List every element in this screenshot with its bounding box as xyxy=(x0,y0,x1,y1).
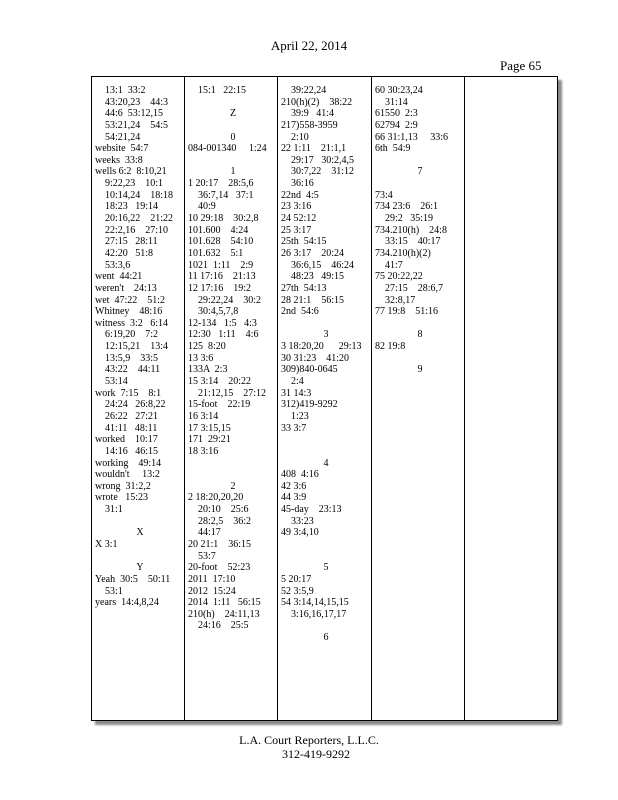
index-entry-line: 52 3:5,9 xyxy=(281,585,314,597)
index-entry-line: 2011 17:10 xyxy=(188,573,236,585)
index-entry-line xyxy=(188,120,278,132)
index-section-letter: 4 xyxy=(323,457,329,469)
index-entry-line: 73:4 xyxy=(375,189,393,201)
index-entry-line: 217)558-3959 xyxy=(281,119,338,131)
index-entry-line: 20-foot 52:23 xyxy=(188,562,251,574)
index-entry-line: 408 4:16 xyxy=(281,469,319,481)
index-entry-line xyxy=(95,516,185,528)
index-entry-line: 10 29:18 30:2,8 xyxy=(188,213,259,225)
index-section-letter: Z xyxy=(229,108,237,120)
index-entry-line: 26 3:17 20:24 xyxy=(281,247,345,259)
index-entry-line xyxy=(281,446,371,458)
index-entry-line xyxy=(188,469,278,481)
index-entry-line: 22:2,16 27:10 xyxy=(95,224,169,236)
index-entry-line: 2 18:20,20,20 xyxy=(188,492,244,504)
index-section-letter: 8 xyxy=(417,329,423,341)
index-entry-line: 41:11 48:11 xyxy=(95,422,158,434)
index-entry-line: 6th 54:9 xyxy=(375,143,411,155)
index-entry-line xyxy=(375,155,465,167)
index-entry-line: 27th 54:13 xyxy=(281,282,327,294)
index-entry-line: 77 19:8 51:16 xyxy=(375,306,439,318)
index-entry-line: Yeah 30:5 50:11 xyxy=(95,573,171,585)
index-entry-line: 16 3:14 xyxy=(188,410,219,422)
index-entry-line: 312)419-9292 xyxy=(281,399,338,411)
index-entry-line: 125 8:20 xyxy=(188,341,226,353)
index-entry-line: Whitney 48:16 xyxy=(95,306,163,318)
index-entry-line: 25th 54:15 xyxy=(281,236,327,248)
index-entry-line: 33 3:7 xyxy=(281,422,307,434)
index-entry-line: 33:15 40:17 xyxy=(375,236,441,248)
index-entry-line: 45-day 23:13 xyxy=(281,504,342,516)
index-entry-line: 2:10 xyxy=(281,131,309,143)
index-entry-line: 41:7 xyxy=(375,259,403,271)
index-entry-line: wrote 15:23 xyxy=(95,492,149,504)
index-entry-line xyxy=(281,434,371,446)
index-entry-line: 12-134 1:5 4:3 xyxy=(188,317,257,329)
index-entry-line xyxy=(95,551,185,563)
index-entry-line xyxy=(188,458,278,470)
index-entry-line xyxy=(188,155,278,167)
index-entry-line: 54 3:14,14,15,15 xyxy=(281,597,349,609)
index-entry-line: 44:17 xyxy=(188,527,221,539)
index-entry-line: 9:22,23 10:1 xyxy=(95,178,164,190)
index-entry-line: 31:14 xyxy=(375,96,408,108)
index-section-letter: 1 xyxy=(230,166,236,178)
index-entry-line: 53:1 xyxy=(95,585,123,597)
index-entry-line: 44:6 53:12,15 xyxy=(95,108,164,120)
index-entry-line: 10:14,24 18:18 xyxy=(95,189,174,201)
index-entry-line xyxy=(281,620,371,632)
index-entry-line: 084-001340 1:24 xyxy=(188,143,267,155)
index-entry-line: working 49:14 xyxy=(95,457,162,469)
index-entry-line: 42:20 51:8 xyxy=(95,247,154,259)
index-column-4 xyxy=(375,85,465,376)
index-column-1 xyxy=(95,85,185,609)
index-entry-line: wouldn't 13:2 xyxy=(95,469,160,481)
index-section-letter: X xyxy=(136,527,144,539)
index-entry-line: wrong 31:2,2 xyxy=(95,480,151,492)
index-entry-line: wet 47:22 51:2 xyxy=(95,294,165,306)
index-section-letter: 9 xyxy=(417,364,423,376)
index-entry-line: 23 3:16 xyxy=(281,201,312,213)
index-entry-line: 29:22,24 30:2 xyxy=(188,294,262,306)
index-entry-line: 12 17:16 19:2 xyxy=(188,282,252,294)
index-entry-line: 39:22,24 xyxy=(281,85,327,96)
index-column-2 xyxy=(188,85,278,632)
index-entry-line: X 3:1 xyxy=(95,538,118,550)
page-date: April 22, 2014 xyxy=(270,38,348,53)
index-entry-line: 82 19:8 xyxy=(375,341,406,353)
index-entry-line xyxy=(375,318,465,330)
index-entry-line xyxy=(281,318,371,330)
index-entry-line: 25 3:17 xyxy=(281,224,312,236)
index-entry-line: 14:16 46:15 xyxy=(95,445,159,457)
index-section-letter: 2 xyxy=(230,480,236,492)
index-entry-line: 29:2 35:19 xyxy=(375,213,434,225)
index-entry-line: 30 31:23 41:20 xyxy=(281,352,350,364)
index-entry-line: 1021 1:11 2:9 xyxy=(188,259,254,271)
index-entry-line: 12:15,21 13:4 xyxy=(95,341,169,353)
index-entry-line: 5 20:17 xyxy=(281,573,312,585)
index-entry-line: 20:16,22 21:22 xyxy=(95,213,174,225)
index-box xyxy=(91,76,558,721)
index-entry-line: worked 10:17 xyxy=(95,434,158,446)
index-entry-line: 3:16,16,17,17 xyxy=(281,608,347,620)
index-entry-line: 734 23:6 26:1 xyxy=(375,201,439,213)
index-entry-line: 18 3:16 xyxy=(188,445,219,457)
column-divider xyxy=(371,77,372,720)
index-entry-line: 54:21,24 xyxy=(95,131,141,143)
index-entry-line: 1:23 xyxy=(281,410,309,422)
index-entry-line: 6:19,20 7:2 xyxy=(95,329,159,341)
index-entry-line: weren't 24:13 xyxy=(95,282,157,294)
index-entry-line: 15 3:14 20:22 xyxy=(188,376,252,388)
index-entry-line: 3 18:20,20 29:13 xyxy=(281,341,362,353)
index-entry-line: 13:1 33:2 xyxy=(95,85,146,96)
index-entry-line: 22 1:11 21:1,1 xyxy=(281,143,347,155)
index-entry-line: 53:14 xyxy=(95,376,128,388)
index-entry-line: 133A 2:3 xyxy=(188,364,228,376)
index-entry-line: 101.600 4:24 xyxy=(188,224,249,236)
index-entry-line: 27:15 28:11 xyxy=(95,236,158,248)
index-section-letter: 7 xyxy=(417,166,423,178)
index-entry-line: 15-foot 22:19 xyxy=(188,399,251,411)
index-entry-line: 18:23 19:14 xyxy=(95,201,159,213)
index-entry-line: 20 21:1 36:15 xyxy=(188,538,252,550)
index-entry-line: 1 20:17 28:5,6 xyxy=(188,178,254,190)
index-entry-line: went 44:21 xyxy=(95,271,143,283)
index-entry-line: 210(h)(2) 38:22 xyxy=(281,96,353,108)
index-section-letter: 0 xyxy=(230,131,236,143)
index-entry-line: 22nd 4:5 xyxy=(281,189,319,201)
index-entry-line: 24:24 26:8,22 xyxy=(95,399,166,411)
index-section-letter: 5 xyxy=(323,562,329,574)
index-entry-line: 734.210(h) 24:8 xyxy=(375,224,447,236)
index-entry-line: 32:8,17 xyxy=(375,294,416,306)
index-entry-line: 21:12,15 27:12 xyxy=(188,387,267,399)
index-entry-line: 101.632 5:1 xyxy=(188,247,244,259)
index-section-letter: 3 xyxy=(323,329,329,341)
index-entry-line: 29:17 30:2,4,5 xyxy=(281,154,355,166)
index-entry-line: 27:15 28:6,7 xyxy=(375,282,444,294)
index-entry-line: 309)840-0645 xyxy=(281,364,338,376)
index-entry-line: 2014 1:11 56:15 xyxy=(188,597,261,609)
index-entry-line: 48:23 49:15 xyxy=(281,271,345,283)
index-entry-line: 33:23 xyxy=(281,515,314,527)
index-entry-line: 13:5,9 33:5 xyxy=(95,352,159,364)
index-entry-line: 53:21,24 54:5 xyxy=(95,119,169,131)
index-entry-line: 61550 2:3 xyxy=(375,108,418,120)
index-entry-line: 12:30 1:11 4:6 xyxy=(188,329,259,341)
index-entry-line: years 14:4,8,24 xyxy=(95,597,159,609)
footer-company: L.A. Court Reporters, L.L.C. xyxy=(239,733,379,747)
index-entry-line: 734.210(h)(2) xyxy=(375,247,431,259)
index-entry-line: 43:22 44:11 xyxy=(95,364,161,376)
index-entry-line: 20:10 25:6 xyxy=(188,504,249,516)
index-entry-line: 36:6,15 46:24 xyxy=(281,259,355,271)
index-entry-line: 28:2,5 36:2 xyxy=(188,515,252,527)
index-entry-line: 30:7,22 31:12 xyxy=(281,166,355,178)
index-entry-line: 31:1 xyxy=(95,504,123,516)
index-entry-line xyxy=(281,551,371,563)
index-entry-line: 2012 15:24 xyxy=(188,585,236,597)
index-entry-line: 24 52:12 xyxy=(281,213,317,225)
index-entry-line: 43:20,23 44:3 xyxy=(95,96,169,108)
index-entry-line: 17 3:15,15 xyxy=(188,422,231,434)
index-entry-line: 2:4 xyxy=(281,376,304,388)
index-entry-line: wells 6:2 8:10,21 xyxy=(95,166,167,178)
index-entry-line: 30:4,5,7,8 xyxy=(188,306,239,318)
index-entry-line: 26:22 27:21 xyxy=(95,410,159,422)
index-entry-line: 28 21:1 56:15 xyxy=(281,294,345,306)
index-entry-line: 36:16 xyxy=(281,178,314,190)
index-entry-line: 2nd 54:6 xyxy=(281,306,319,318)
index-entry-line: 40:9 xyxy=(188,201,216,213)
index-entry-line xyxy=(375,353,465,365)
index-entry-line: 101.628 54:10 xyxy=(188,236,254,248)
index-entry-line: 62794 2:9 xyxy=(375,119,418,131)
index-entry-line: 36:7,14 37:1 xyxy=(188,189,254,201)
index-entry-line: website 54:7 xyxy=(95,143,149,155)
index-entry-line: 15:1 22:15 xyxy=(188,85,247,96)
index-section-letter: 6 xyxy=(323,632,329,644)
index-entry-line xyxy=(281,539,371,551)
index-section-letter: Y xyxy=(136,562,144,574)
index-entry-line: work 7:15 8:1 xyxy=(95,387,162,399)
index-entry-line: 39:9 41:4 xyxy=(281,108,335,120)
index-entry-line: weeks 33:8 xyxy=(95,154,143,166)
index-entry-line: 53:3,6 xyxy=(95,259,131,271)
index-entry-line: 66 31:1,13 33:6 xyxy=(375,131,449,143)
index-column-3 xyxy=(281,85,371,644)
footer-phone: 312-419-9292 xyxy=(282,747,350,761)
index-entry-line xyxy=(375,178,465,190)
index-entry-line: witness 3:2 6:14 xyxy=(95,317,169,329)
index-entry-line: 171 29:21 xyxy=(188,434,231,446)
index-entry-line: 75 20:22,22 xyxy=(375,271,423,283)
index-entry-line: 24:16 25:5 xyxy=(188,620,249,632)
index-entry-line: 53:7 xyxy=(188,550,216,562)
index-entry-line: 42 3:6 xyxy=(281,480,307,492)
index-entry-line: 60 30:23,24 xyxy=(375,85,423,96)
index-entry-line: 210(h) 24:11,13 xyxy=(188,608,260,620)
index-entry-line: 49 3:4,10 xyxy=(281,527,319,539)
index-entry-line: 11 17:16 21:13 xyxy=(188,271,256,283)
index-entry-line: 13 3:6 xyxy=(188,352,214,364)
index-entry-line: 44 3:9 xyxy=(281,492,307,504)
page-number: Page 65 xyxy=(500,58,542,73)
index-entry-line: 31 14:3 xyxy=(281,387,312,399)
index-entry-line xyxy=(188,97,278,109)
